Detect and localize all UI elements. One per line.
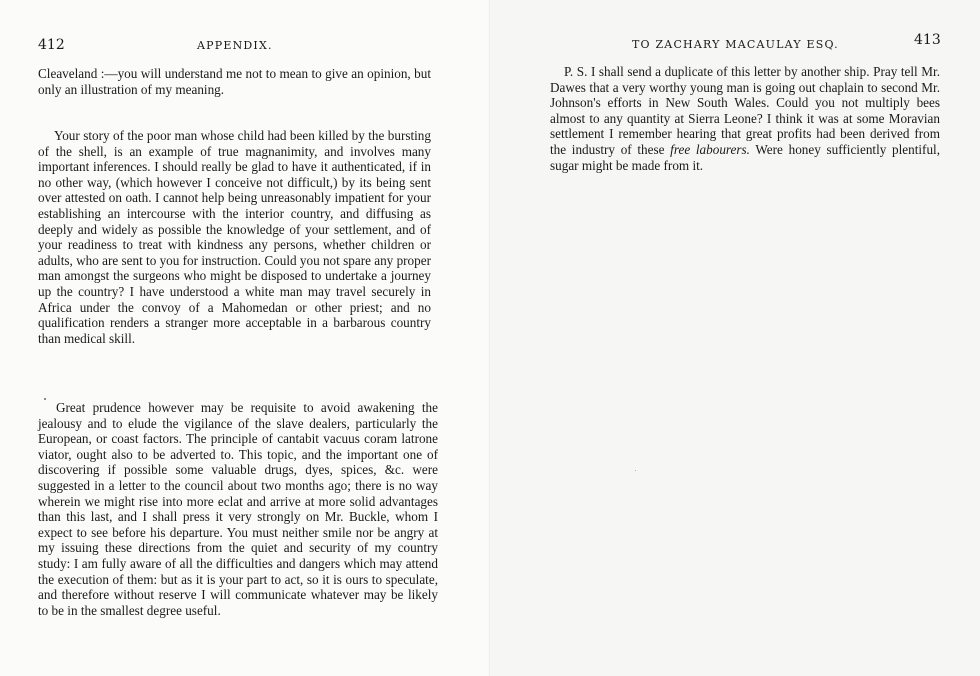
postscript-paragraph (550, 64, 940, 173)
running-head-left: APPENDIX. (197, 39, 273, 52)
page-number-left: 412 (38, 37, 65, 53)
right-page (490, 0, 980, 676)
postscript-text-end: Were honey sufficiently plentiful, sugar might be made from it. (550, 141, 940, 173)
running-head-right: TO ZACHARY MACAULAY ESQ. (632, 38, 839, 51)
ink-speck (635, 470, 636, 471)
paragraph-great-prudence: Great prudence however may be requisite to avoid awakening the jealousy and to elude the vigilance of the slave dealers, particularly the European, or coast factors. The principle of cantabit vacuus coram latrone viator, ought also to be adverted to. This topic, and the important one of discovering if possible some valuable drugs, dyes, spices, &c. were suggested in a letter to the council about two months ago; there is no way wherein we might rise into more eclat and arrive at more solid advantages than this last, and I shall press it very strongly on Mr. Buckle, whom I expect to see before his departure. You must neither smile nor be angry at my issuing these directions from the quiet and security of my country study: I am fully aware of all the difficulties and dangers which may attend the execution of them: but as it is your part to act, so it is ours to speculate, and therefore without reserve I will communicate whatever may be likely to be in the smallest degree useful. (38, 400, 438, 618)
ink-speck (44, 398, 46, 400)
postscript-italic-phrase: free labourers. (670, 141, 750, 157)
paragraph-cleaveland: Cleaveland :—you will understand me not to mean to give an opinion, but only an illustration of my meaning. (38, 66, 431, 97)
paragraph-poor-man-story: Your story of the poor man whose child had been killed by the bursting of the shell, is an example of true magnanimity, and involves many important inferences. I should really be glad to have it authenticated, if in no other way, (which however I conceive not difficult,) by its being sent over attested on oath. I cannot help being unreasonably impatient for your establishing an intercourse with the interior country, and diffusing as deeply and widely as possible the knowledge of your settlement, and of your readiness to treat with kindness any persons, whether children or adults, who are sent to you for instruction. Could you not spare any proper man amongst the surgeons who might be disposed to undertake a journey up the country? I have understood a white man may travel securely in Africa under the convoy of a Mahomedan or other priest; and no qualification renders a stranger more acceptable in a barbarous country than medical skill. (38, 128, 431, 346)
postscript-text-start: P. S. I shall send a duplicate of this letter by another ship. Pray tell Mr. Dawes that a very worthy young man is going out chaplain to second Mr. Johnson's efforts in New South Wales. Could you not multiply bees almost to any quantity at Sierra Leone? I think it was at some Moravian settlement I remember hearing that great profits had been derived from the industry of these (550, 64, 940, 157)
page-number-right: 413 (914, 32, 941, 48)
